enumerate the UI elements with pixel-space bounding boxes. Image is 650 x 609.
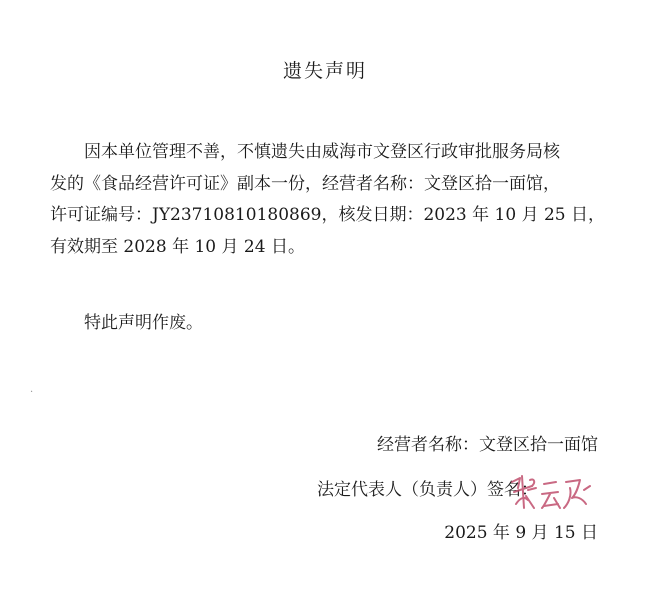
signature-date: 2025 年 9 月 15 日 <box>444 523 598 543</box>
paragraph-line-2: 发的《食品经营许可证》副本一份，经营者名称：文登区拾一面馆， <box>50 173 560 194</box>
document-title: 遗失声明 <box>282 60 367 82</box>
paragraph-line-4: 有效期至 2028 年 10 月 24 日。 <box>50 236 305 257</box>
scan-speck: · <box>30 387 34 398</box>
signature-company: 经营者名称：文登区拾一面馆 <box>377 435 598 455</box>
paragraph-line-1: 因本单位管理不善，不慎遗失由威海市文登区行政审批服务局核 <box>84 142 560 162</box>
handwritten-signature <box>506 468 598 516</box>
paragraph-line-3: 许可证编号：JY23710810180869，核发日期：2023 年 10 月 25 日， <box>50 205 606 225</box>
closing-statement: 特此声明作废。 <box>84 313 203 333</box>
signature-representative-label: 法定代表人（负责人）签名： <box>317 480 538 500</box>
statement-body <box>50 137 612 263</box>
